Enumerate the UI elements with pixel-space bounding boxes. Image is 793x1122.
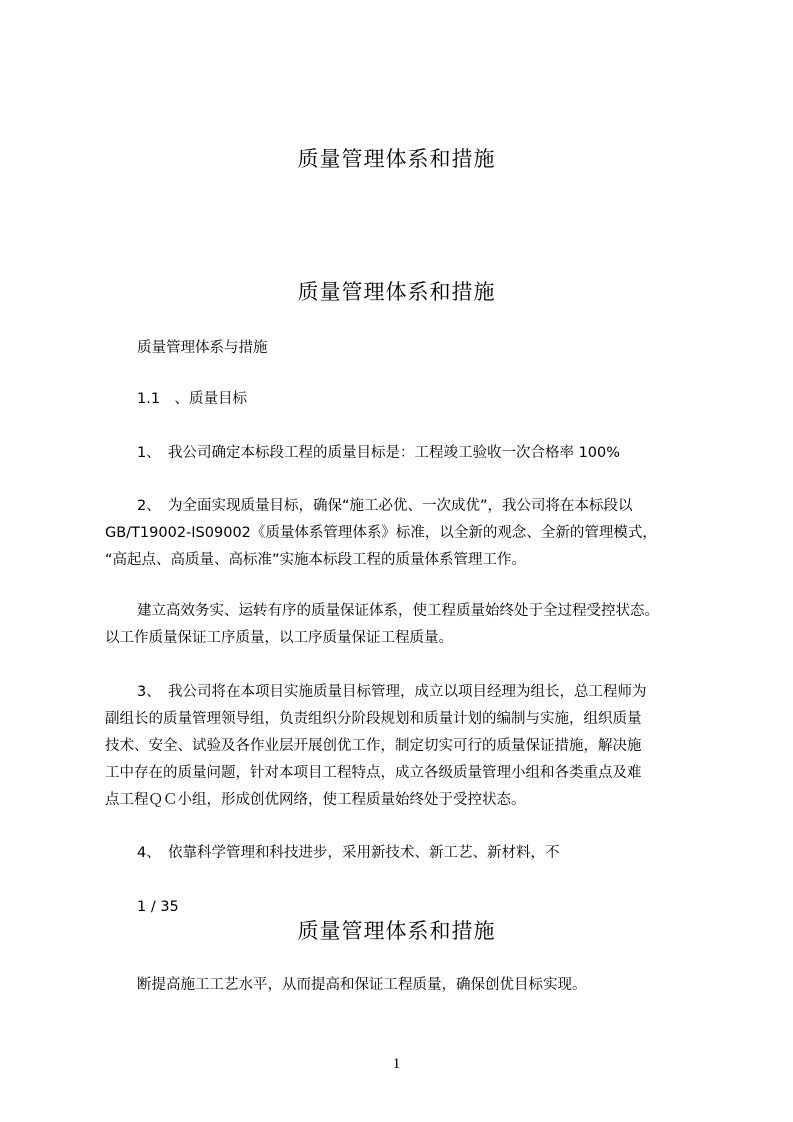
header-title: 质量管理体系和措施 — [297, 147, 496, 171]
paragraph-item-4: 4、 依靠科学管理和科技进步，采用新技术、新工艺、新材料，不 — [137, 845, 560, 861]
section-heading: 1.1 、质量目标 — [137, 391, 248, 407]
repeat-title: 质量管理体系和措施 — [297, 919, 496, 943]
paragraph-line: 点工程ＱＣ小组，形成创优网络，使工程质量始终处于受控状态。 — [105, 792, 526, 808]
paragraph-line: 以工作质量保证工序质量，以工序质量保证工程质量。 — [105, 630, 453, 646]
page-number: 1 — [392, 1056, 401, 1072]
subtitle: 质量管理体系与措施 — [137, 340, 268, 356]
paragraph-line: 工中存在的质量问题，针对本项目工程特点，成立各级质量管理小组和各类重点及难 — [105, 765, 642, 781]
paragraph-line: “高起点、高质量、高标准”实施本标段工程的质量体系管理工作。 — [105, 552, 527, 568]
paragraph-continuation: 断提高施工工艺水平，从而提高和保证工程质量，确保创优目标实现。 — [137, 977, 587, 993]
paragraph-line: 2、 为全面实现质量目标，确保“施工必优、一次成优”，我公司将在本标段以 — [137, 498, 633, 514]
paragraph-line: GB/T19002-IS09002《质量体系管理体系》标准，以全新的观念、全新的管理模式， — [105, 525, 657, 541]
paragraph-item-1: 1、 我公司确定本标段工程的质量目标是：工程竣工验收一次合格率 100% — [137, 445, 621, 461]
paragraph-line: 建立高效务实、运转有序的质量保证体系，使工程质量始终处于全过程受控状态。 — [137, 603, 659, 619]
paragraph-line: 副组长的质量管理领导组，负责组织分阶段规划和质量计划的编制与实施，组织质量 — [105, 711, 642, 727]
main-title: 质量管理体系和措施 — [297, 280, 496, 304]
paragraph-line: 技术、安全、试验及各作业层开展创优工作，制定切实可行的质量保证措施，解决施 — [105, 738, 642, 754]
paragraph-line: 3、 我公司将在本项目实施质量目标管理，成立以项目经理为组长，总工程师为 — [137, 684, 647, 700]
page-indicator: 1 / 35 — [137, 899, 179, 915]
